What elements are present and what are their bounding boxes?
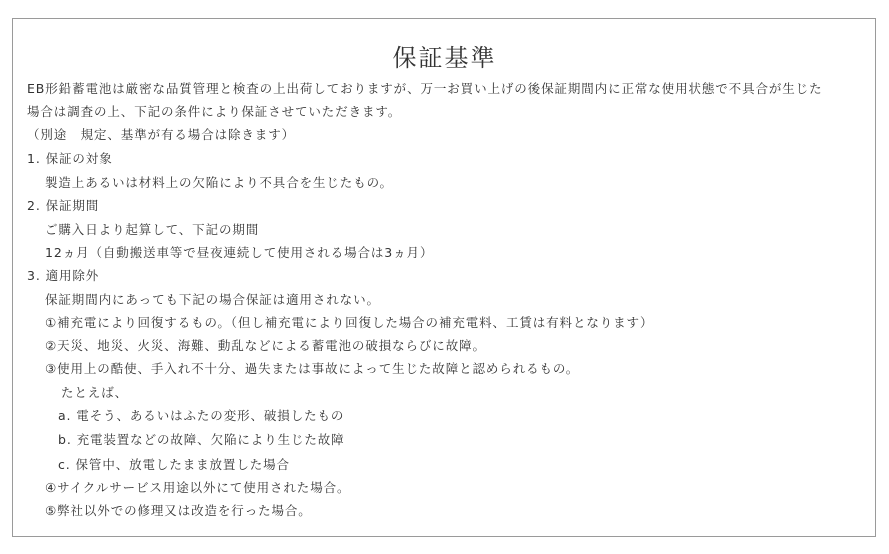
period-text-1: ご購入日より起算して、下記の期間	[45, 222, 260, 237]
example-item-c: c. 保管中、放電したまま放置した場合	[58, 457, 290, 472]
exclusion-item-4: ④サイクルサービス用途以外にて使用された場合。	[45, 480, 351, 495]
examples-label: たとえば、	[61, 385, 129, 400]
period-text-2: 12ヵ月（自動搬送車等で昼夜連続して使用される場合は3ヵ月）	[45, 245, 434, 260]
exclusion-item-3: ③使用上の酷使、手入れ不十分、過失または事故によって生じた故障と認められるもの。	[45, 361, 580, 376]
exclusions-intro: 保証期間内にあっても下記の場合保証は適用されない。	[45, 292, 380, 307]
intro-line-1: EB形鉛蓄電池は厳密な品質管理と検査の上出荷しておりますが、万一お買い上げの後保証期間内に正常な使用状態で不具合が生じた	[27, 81, 823, 96]
section-heading-coverage: 1. 保証の対象	[27, 151, 113, 166]
intro-line-2: 場合は調査の上、下記の条件により保証させていただきます。	[27, 104, 402, 119]
exclusion-item-1: ①補充電により回復するもの。（但し補充電により回復した場合の補充電料、工賃は有料となります）	[45, 315, 654, 330]
coverage-text: 製造上あるいは材料上の欠陥により不具合を生じたもの。	[45, 175, 393, 190]
example-item-b: b. 充電装置などの故障、欠陥により生じた故障	[58, 432, 345, 447]
example-item-a: a. 電そう、あるいはふたの変形、破損したもの	[58, 408, 345, 423]
exclusion-item-5: ⑤弊社以外での修理又は改造を行った場合。	[45, 503, 312, 518]
page-title: 保証基準	[392, 44, 497, 72]
exclusion-item-2: ②天災、地災、火災、海難、動乱などによる蓄電池の破損ならびに故障。	[45, 338, 486, 353]
section-heading-exclusions: 3. 適用除外	[27, 268, 100, 283]
section-heading-period: 2. 保証期間	[27, 198, 100, 213]
intro-note: （別途 規定、基準が有る場合は除きます）	[27, 127, 296, 142]
